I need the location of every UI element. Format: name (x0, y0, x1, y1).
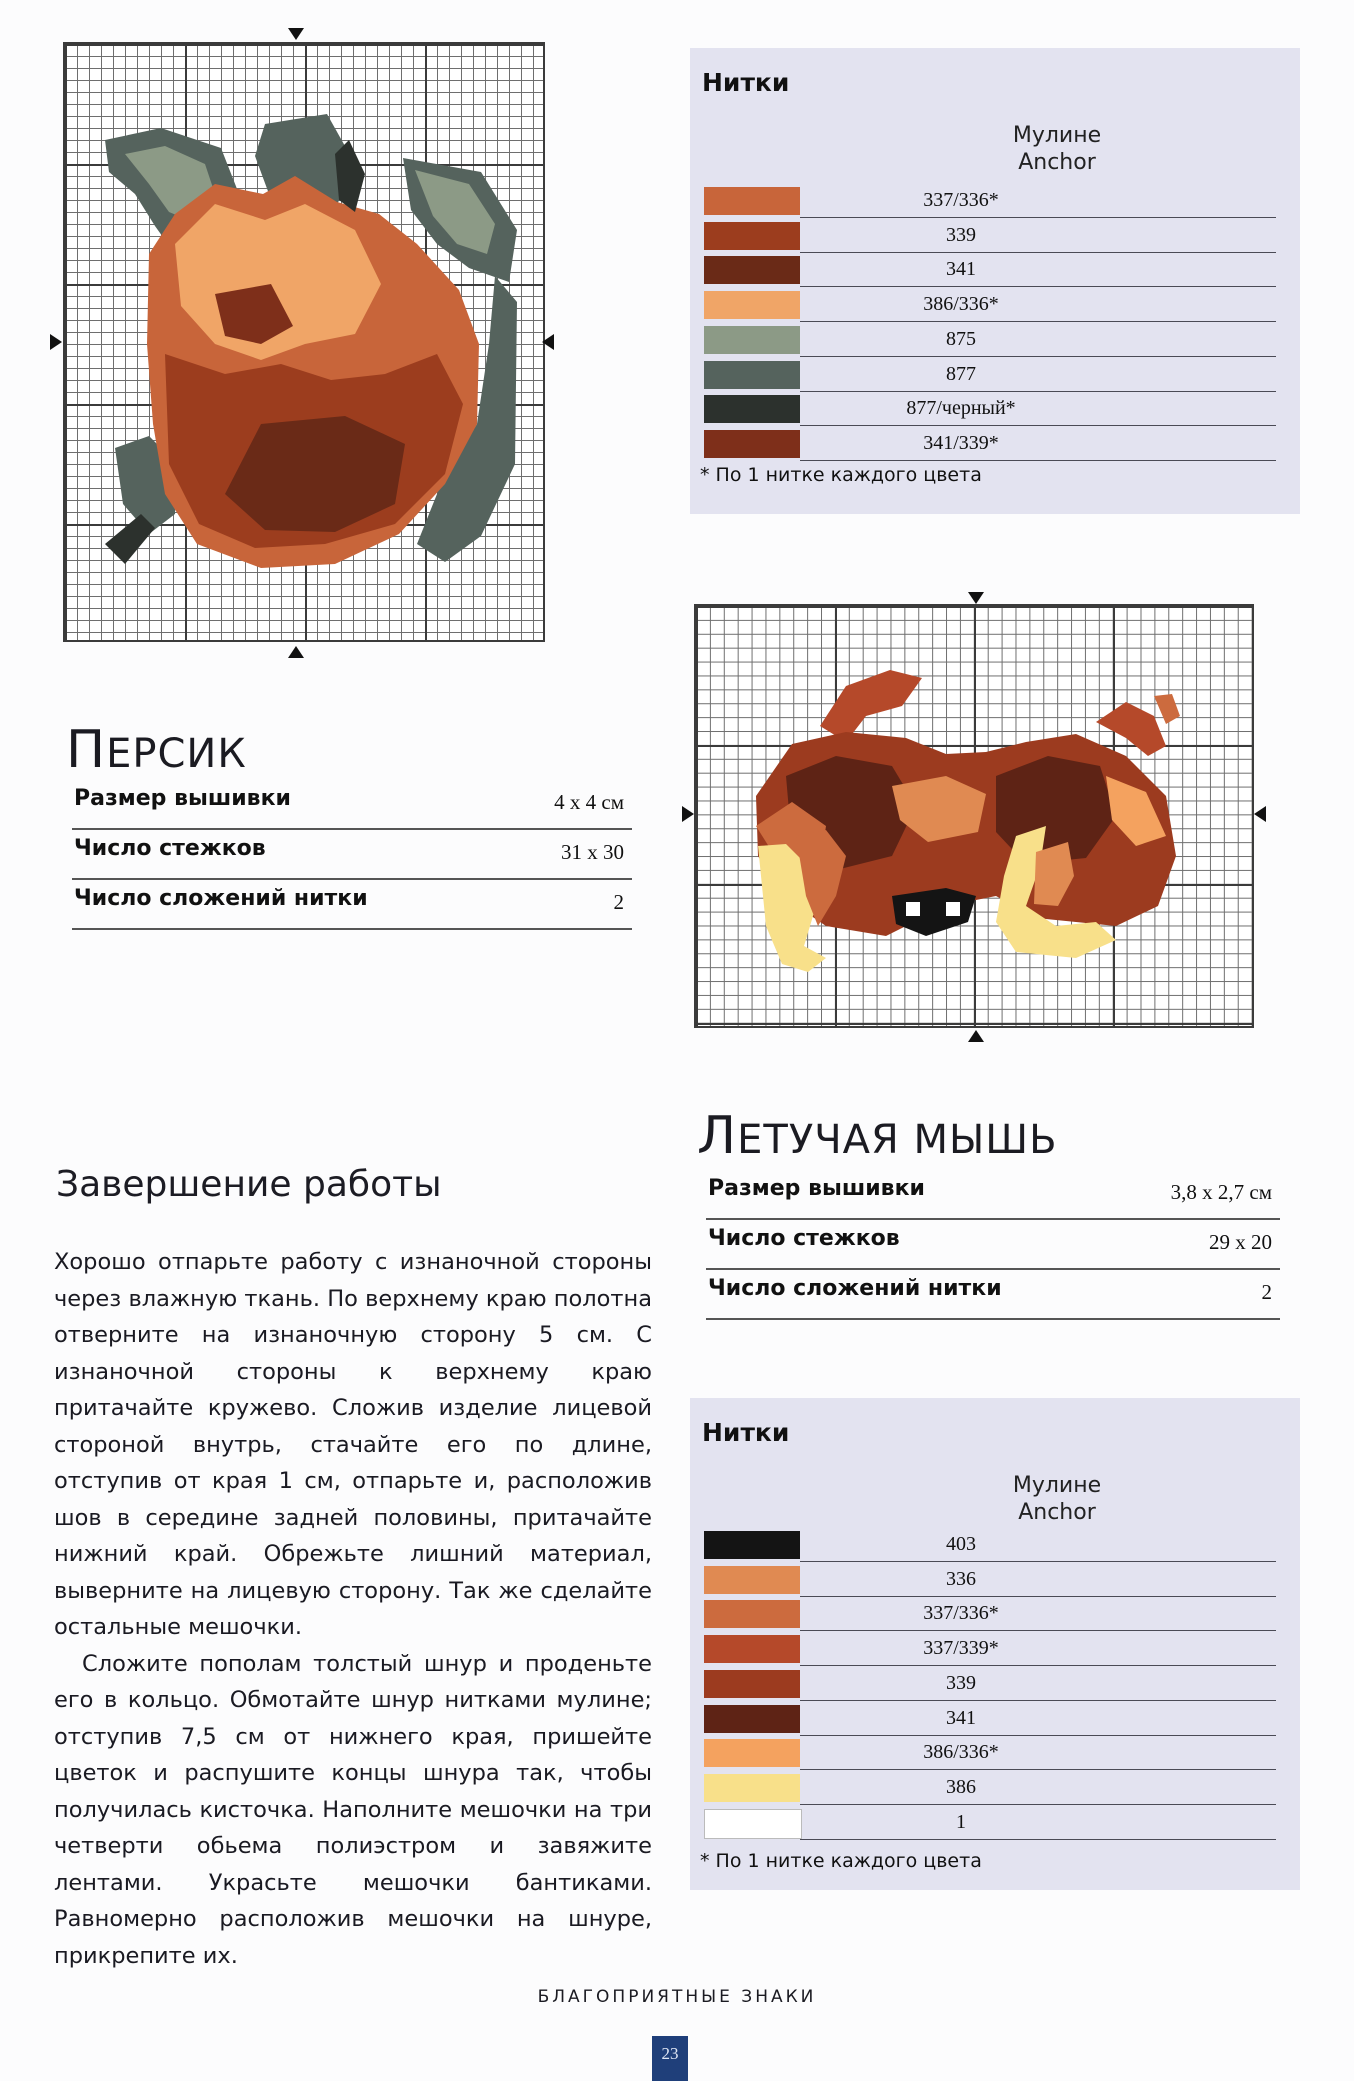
spec-value: 2 (613, 890, 624, 914)
brand-name: Мулине (1012, 123, 1102, 148)
finishing-text (54, 1244, 652, 1974)
color-swatch (704, 395, 800, 423)
thread-code: 386/336* (923, 293, 999, 316)
color-swatch (704, 291, 800, 319)
peach-title (66, 720, 247, 780)
spec-row (72, 878, 632, 930)
peach-chart (63, 42, 545, 642)
peach-stem (335, 140, 365, 212)
thread-code: 877 (946, 362, 976, 385)
thread-row (704, 1597, 1276, 1631)
thread-row (704, 219, 1276, 253)
spec-row (72, 778, 632, 830)
spec-value: 3,8 х 2,7 см (1170, 1180, 1272, 1204)
thread-code: 337/336* (923, 189, 999, 211)
bat-eye-right (946, 902, 960, 916)
color-swatch (704, 1739, 800, 1767)
center-marker-icon (968, 592, 984, 604)
thread-row (704, 1632, 1276, 1666)
spec-label: Число стежков (708, 1226, 900, 1251)
color-swatch (704, 187, 800, 215)
bat-title-cap: Л (697, 1106, 738, 1166)
thread-row (704, 1563, 1276, 1597)
spec-row (706, 1268, 1280, 1320)
thread-code: 337/339* (923, 1637, 999, 1660)
bat-face (892, 888, 976, 936)
finishing-paragraph: Сложите пополам толстый шнур и проденьте его в кольцо. Обмотайте шнур нитками мулине; отступив 7,5 см от нижнего края, пришейте цветок и распушите концы шнура так, чтобы получилась кисточка. Наполните мешочки на три четверти обьема полиэстром и завяжите лентами. Украсьте мешочки бантиками. Равномерно расположив мешочки на шнуре, прикрепите их. (54, 1650, 652, 1969)
thread-code: 341 (946, 258, 976, 281)
thread-code: 877/черный* (906, 397, 1016, 420)
peach-title-rest: ЕРСИК (106, 731, 247, 777)
spec-row (706, 1168, 1280, 1220)
spec-label: Размер вышивки (74, 786, 291, 811)
thread-row (704, 1771, 1276, 1805)
spec-label: Число сложений нитки (74, 886, 368, 911)
color-swatch (704, 256, 800, 284)
color-swatch (704, 1774, 800, 1802)
thread-row (704, 1702, 1276, 1736)
brand-line: Anchor (1018, 1500, 1096, 1525)
thread-row (704, 1528, 1276, 1562)
spec-label: Число стежков (74, 836, 266, 861)
center-marker-icon (288, 28, 304, 40)
center-marker-icon (50, 334, 62, 350)
center-marker-icon (682, 806, 694, 822)
color-swatch (704, 1705, 800, 1733)
thread-row (704, 323, 1276, 357)
thread-row (704, 1806, 1276, 1840)
threads-title: Нитки (702, 1418, 790, 1447)
peach-motif (65, 44, 543, 640)
thread-code: 1 (956, 1810, 966, 1833)
thread-code: 386 (946, 1775, 976, 1798)
bat-chart (694, 604, 1254, 1028)
peach-title-cap: П (66, 720, 107, 780)
brand-name: Мулине (1012, 1473, 1102, 1498)
spec-value: 4 х 4 см (554, 790, 624, 814)
thread-code: 875 (946, 327, 976, 350)
page-number: 23 (652, 2036, 688, 2081)
spec-value: 29 х 20 (1209, 1230, 1272, 1254)
spec-row (72, 828, 632, 880)
color-swatch (704, 1670, 800, 1698)
peach-stem-tip (105, 514, 155, 564)
thread-code: 403 (946, 1533, 976, 1555)
spec-label: Размер вышивки (708, 1176, 925, 1201)
threads-brand (937, 122, 1177, 176)
spec-value: 31 х 30 (561, 840, 624, 864)
threads-footnote: * По 1 нитке каждого цвета (700, 464, 982, 486)
spec-row (706, 1218, 1280, 1270)
center-marker-icon (1254, 806, 1266, 822)
row-divider (800, 1839, 1276, 1840)
thread-row (704, 253, 1276, 287)
bat-curl-right (1154, 694, 1180, 724)
color-swatch (704, 1531, 800, 1559)
center-marker-icon (968, 1030, 984, 1042)
thread-code: 339 (946, 1671, 976, 1694)
center-marker-icon (542, 334, 554, 350)
row-divider (800, 460, 1276, 461)
thread-code: 337/336* (923, 1602, 999, 1625)
running-head: БЛАГОПРИЯТНЫЕ ЗНАКИ (537, 1987, 817, 2007)
color-swatch (704, 361, 800, 389)
brand-line: Anchor (1018, 150, 1096, 175)
thread-row (704, 358, 1276, 392)
thread-code: 386/336* (923, 1741, 999, 1764)
color-swatch (704, 430, 800, 458)
thread-code: 341/339* (923, 431, 999, 454)
color-swatch (704, 326, 800, 354)
color-swatch (704, 1566, 800, 1594)
thread-code: 336 (946, 1567, 976, 1590)
bat-title (697, 1106, 1058, 1166)
thread-row (704, 288, 1276, 322)
thread-code: 339 (946, 223, 976, 246)
bat-title-rest: ЕТУЧАЯ МЫШЬ (737, 1117, 1058, 1163)
bat-eye-left (906, 902, 920, 916)
bat-threads-panel (690, 1398, 1300, 1890)
color-swatch (704, 222, 800, 250)
finishing-paragraph: Хорошо отпарьте работу с изнаночной стороны через влажную ткань. По верхнему краю полотна отверните на изнаночную сторону 5 см. С изнаночной стороны к верхнему краю притачайте кружево. Сложив изделие лицевой стороной внутрь, стачайте его по длине, отступив от края 1 см, отпарьте и, расположив шов в середине задней половины, притачайте нижний край. Обрежьте лишний материал, выверните на лицевую сторону. Так же сделайте остальные мешочки. (54, 1249, 652, 1640)
bat-motif (696, 606, 1252, 1026)
thread-row (704, 427, 1276, 461)
spec-label: Число сложений нитки (708, 1276, 1002, 1301)
threads-footnote: * По 1 нитке каждого цвета (700, 1850, 982, 1872)
thread-code: 341 (946, 1706, 976, 1729)
color-swatch (704, 1809, 802, 1839)
threads-brand (937, 1472, 1177, 1526)
finishing-title: Завершение работы (56, 1164, 442, 1205)
peach-threads-panel (690, 48, 1300, 514)
color-swatch (704, 1635, 800, 1663)
thread-row (704, 392, 1276, 426)
thread-row (704, 1736, 1276, 1770)
center-marker-icon (288, 646, 304, 658)
spec-value: 2 (1261, 1280, 1272, 1304)
threads-title: Нитки (702, 68, 790, 97)
thread-row (704, 184, 1276, 218)
thread-row (704, 1667, 1276, 1701)
color-swatch (704, 1600, 800, 1628)
bat-ear-left (820, 670, 922, 742)
